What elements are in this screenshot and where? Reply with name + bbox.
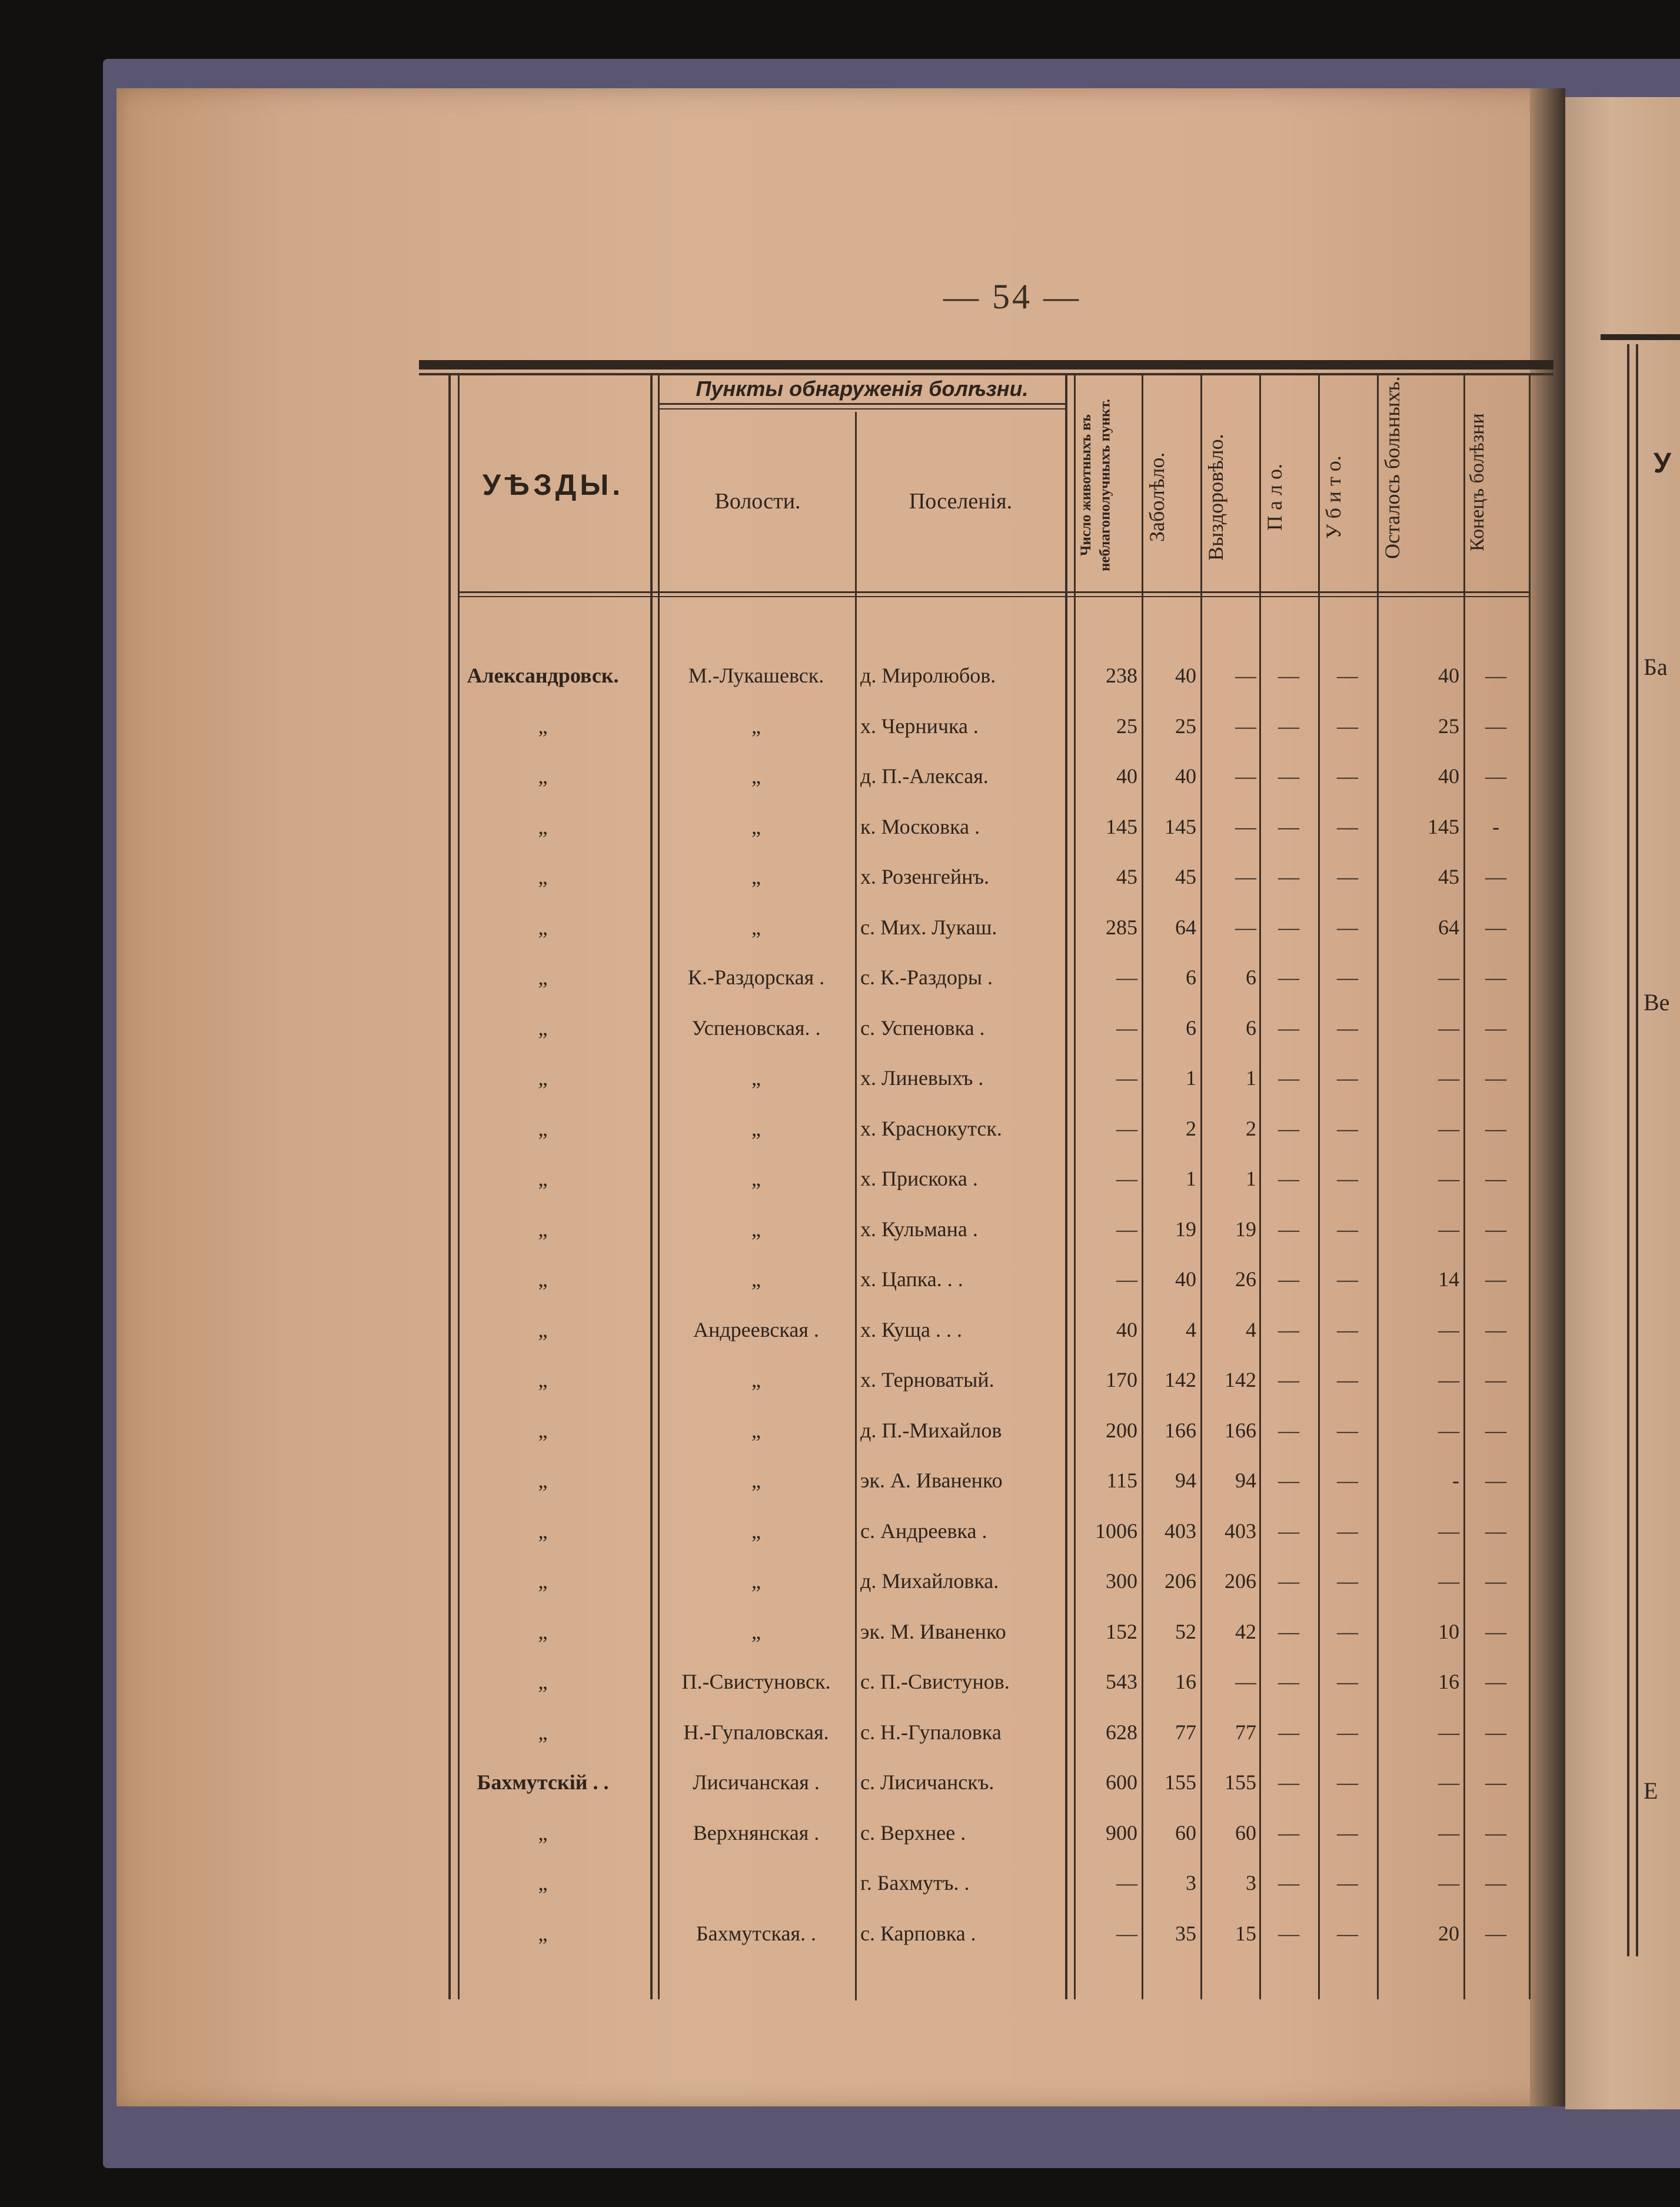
- cell-konets: —: [1485, 1418, 1506, 1442]
- cell-poselenie: д. П.-Алексая.: [860, 764, 989, 788]
- cell-ubito: —: [1337, 966, 1358, 989]
- cell-zabolelo: 40: [1175, 764, 1196, 788]
- cell-palo: —: [1278, 1569, 1299, 1593]
- cell-ostalos: 145: [1428, 814, 1459, 838]
- cell-vyzdorovelo: 26: [1235, 1267, 1256, 1291]
- cell-ostalos: —: [1438, 1871, 1459, 1895]
- cell-ostalos: 10: [1438, 1619, 1459, 1643]
- cell-ubito: —: [1337, 1619, 1358, 1643]
- cell-konets: —: [1485, 1368, 1506, 1392]
- header-vyzdorovelo: Выздоровѣло.: [1204, 434, 1227, 561]
- cell-ostalos: —: [1438, 1368, 1459, 1392]
- cell-konets: —: [1485, 1519, 1506, 1543]
- cell-ubito: —: [1337, 1670, 1358, 1693]
- cell-konets: —: [1485, 1720, 1506, 1744]
- cell-konets: —: [1485, 1066, 1506, 1090]
- cell-uezd: „: [538, 714, 548, 738]
- right-page-column-line: [1627, 344, 1629, 1956]
- cell-chislo: 1006: [1095, 1519, 1137, 1543]
- cell-chislo: 115: [1106, 1469, 1137, 1492]
- cell-poselenie: х. Куща . . .: [860, 1317, 963, 1341]
- page-number: — 54 —: [943, 277, 1081, 316]
- cell-konets: —: [1485, 1016, 1506, 1040]
- cell-ostalos: 25: [1438, 714, 1459, 738]
- cell-chislo: —: [1116, 1116, 1137, 1140]
- cell-konets: —: [1485, 764, 1506, 788]
- cell-volost: „: [751, 1469, 761, 1492]
- cell-zabolelo: 35: [1175, 1921, 1196, 1945]
- cell-konets: —: [1485, 664, 1506, 687]
- cell-poselenie: с. Андреевка .: [860, 1519, 987, 1543]
- cell-chislo: 900: [1106, 1820, 1137, 1845]
- cell-konets: —: [1485, 1116, 1506, 1140]
- cell-vyzdorovelo: —: [1235, 764, 1256, 788]
- cell-palo: —: [1278, 664, 1299, 687]
- right-page: [1565, 97, 1680, 2109]
- cell-poselenie: х. Черничка .: [860, 714, 979, 738]
- cell-uezd: „: [538, 1066, 548, 1090]
- cell-poselenie: с. Н.-Гупаловка: [860, 1720, 1002, 1744]
- cell-volost: М.-Лукашевск.: [688, 664, 824, 687]
- cell-uezd: „: [538, 1317, 548, 1341]
- cell-zabolelo: 2: [1186, 1116, 1196, 1140]
- cell-uezd: „: [538, 865, 548, 888]
- cell-volost: „: [751, 1619, 761, 1643]
- cell-zabolelo: 142: [1165, 1368, 1196, 1392]
- cell-uezd: „: [538, 1016, 548, 1040]
- cell-zabolelo: 1: [1186, 1066, 1196, 1090]
- cell-vyzdorovelo: 94: [1235, 1469, 1256, 1492]
- cell-poselenie: г. Бахмутъ. .: [860, 1871, 970, 1895]
- header-palo: П а л о.: [1263, 464, 1286, 531]
- cell-ostalos: 64: [1438, 915, 1459, 939]
- cell-chislo: 145: [1106, 814, 1137, 838]
- cell-volost: „: [751, 1418, 761, 1442]
- cell-vyzdorovelo: 1: [1246, 1167, 1256, 1190]
- cell-ubito: —: [1337, 1217, 1358, 1241]
- right-page-row-fragment: Ве: [1644, 989, 1670, 1016]
- cell-konets: —: [1485, 1770, 1506, 1794]
- right-page-column-line: [1636, 344, 1638, 1956]
- cell-ostalos: 40: [1438, 764, 1459, 788]
- cell-poselenie: эк. М. Иваненко: [860, 1619, 1006, 1643]
- cell-vyzdorovelo: 142: [1225, 1368, 1256, 1392]
- cell-zabolelo: 40: [1175, 664, 1196, 687]
- cell-volost: „: [751, 1569, 761, 1593]
- cell-konets: —: [1485, 1670, 1506, 1693]
- cell-chislo: 543: [1106, 1670, 1137, 1693]
- cell-poselenie: с. Верхнее .: [860, 1820, 966, 1845]
- cell-zabolelo: 4: [1186, 1317, 1196, 1341]
- cell-uezd: „: [538, 814, 548, 838]
- cell-ostalos: —: [1438, 1217, 1459, 1241]
- cell-ubito: —: [1337, 1066, 1358, 1090]
- cell-vyzdorovelo: 6: [1246, 1016, 1256, 1040]
- cell-ubito: —: [1337, 1871, 1358, 1895]
- cell-ostalos: —: [1438, 1820, 1459, 1845]
- cell-ostalos: 20: [1438, 1921, 1459, 1945]
- cell-palo: —: [1278, 764, 1299, 788]
- cell-volost: „: [751, 1267, 761, 1291]
- cell-zabolelo: 166: [1165, 1418, 1196, 1442]
- cell-chislo: 200: [1106, 1418, 1137, 1442]
- cell-volost: Андреевская .: [693, 1317, 819, 1341]
- cell-uezd: „: [538, 1469, 548, 1492]
- cell-zabolelo: 145: [1165, 814, 1196, 838]
- right-page-row-fragment: Е: [1644, 1777, 1658, 1804]
- header-ubito: У б и т о.: [1322, 455, 1345, 539]
- cell-poselenie: х. Кульмана .: [860, 1217, 978, 1241]
- cell-poselenie: с. Успеновка .: [860, 1016, 985, 1040]
- cell-chislo: —: [1116, 1267, 1137, 1291]
- cell-poselenie: х. Цапка. . .: [860, 1267, 963, 1291]
- cell-uezd: „: [538, 966, 548, 989]
- cell-volost: Бахмутская. .: [696, 1921, 817, 1945]
- cell-volost: Н.-Гупаловская.: [683, 1720, 829, 1744]
- cell-zabolelo: 206: [1165, 1569, 1196, 1593]
- cell-volost: Успеновская. .: [691, 1016, 821, 1040]
- cell-zabolelo: 64: [1175, 915, 1196, 939]
- header-group-points: Пункты обнаруженія болѣзни.: [696, 377, 1029, 401]
- cell-uezd: „: [538, 1267, 548, 1291]
- cell-uezd: „: [538, 1418, 548, 1442]
- cell-ubito: —: [1337, 1569, 1358, 1593]
- cell-palo: —: [1278, 1217, 1299, 1241]
- cell-palo: —: [1278, 814, 1299, 838]
- cell-konets: —: [1485, 1569, 1506, 1593]
- cell-ubito: —: [1337, 1921, 1358, 1945]
- cell-konets: —: [1485, 1921, 1506, 1945]
- cell-ostalos: 45: [1438, 865, 1459, 888]
- cell-zabolelo: 19: [1175, 1217, 1196, 1241]
- header-konets: Конецъ болѣзни: [1466, 413, 1488, 552]
- cell-zabolelo: 1: [1186, 1167, 1196, 1190]
- cell-ubito: —: [1337, 1016, 1358, 1040]
- cell-palo: —: [1278, 1619, 1299, 1643]
- cell-ostalos: —: [1438, 1116, 1459, 1140]
- cell-volost: К.-Раздорская .: [687, 966, 825, 989]
- cell-zabolelo: 52: [1175, 1619, 1196, 1643]
- cell-volost: „: [751, 1066, 761, 1090]
- cell-vyzdorovelo: —: [1235, 915, 1256, 939]
- cell-uezd: „: [538, 1820, 548, 1845]
- cell-volost: „: [751, 714, 761, 738]
- right-page-rule: [1601, 334, 1680, 340]
- cell-palo: —: [1278, 1066, 1299, 1090]
- cell-ostalos: —: [1438, 1317, 1459, 1341]
- cell-palo: —: [1278, 1820, 1299, 1845]
- cell-ostalos: 16: [1438, 1670, 1459, 1693]
- cell-konets: —: [1485, 1820, 1506, 1845]
- cell-uezd: Бахмутскій . .: [477, 1770, 609, 1794]
- cell-vyzdorovelo: 4: [1246, 1317, 1256, 1341]
- cell-palo: —: [1278, 1418, 1299, 1442]
- cell-poselenie: с. Карповка .: [860, 1921, 976, 1945]
- cell-poselenie: с. Лисичанскъ.: [860, 1770, 994, 1794]
- cell-uezd: „: [538, 1519, 548, 1543]
- cell-chislo: 45: [1116, 865, 1137, 888]
- cell-chislo: 300: [1106, 1569, 1137, 1593]
- cell-uezd: Александровск.: [467, 664, 619, 687]
- cell-konets: —: [1485, 1619, 1506, 1643]
- cell-ubito: —: [1337, 664, 1358, 687]
- cell-chislo: 238: [1106, 664, 1137, 687]
- cell-vyzdorovelo: 166: [1225, 1418, 1256, 1442]
- cell-poselenie: д. Михайловка.: [860, 1569, 999, 1593]
- cell-konets: —: [1485, 1267, 1506, 1291]
- cell-ubito: —: [1337, 1469, 1358, 1492]
- cell-zabolelo: 94: [1175, 1469, 1196, 1492]
- cell-volost: „: [751, 1167, 761, 1190]
- cell-poselenie: с. Мих. Лукаш.: [860, 915, 997, 939]
- cell-zabolelo: 40: [1175, 1267, 1196, 1291]
- cell-ostalos: 40: [1438, 664, 1459, 687]
- cell-palo: —: [1278, 1720, 1299, 1744]
- cell-vyzdorovelo: 3: [1246, 1871, 1256, 1895]
- cell-ostalos: 14: [1438, 1267, 1459, 1291]
- cell-ubito: —: [1337, 865, 1358, 888]
- cell-poselenie: д. П.-Михайлов: [860, 1418, 1002, 1442]
- cell-poselenie: с. П.-Свистунов.: [860, 1670, 1010, 1693]
- cell-uezd: „: [538, 1619, 548, 1643]
- cell-chislo: 40: [1116, 1317, 1137, 1341]
- cell-volost: Верхнянская .: [693, 1820, 820, 1845]
- cell-ostalos: —: [1438, 1418, 1459, 1442]
- cell-poselenie: х. Линевыхъ .: [860, 1066, 984, 1090]
- cell-ubito: —: [1337, 1167, 1358, 1190]
- cell-uezd: „: [538, 1167, 548, 1190]
- cell-ostalos: —: [1438, 1066, 1459, 1090]
- cell-chislo: 285: [1106, 915, 1137, 939]
- cell-ubito: —: [1337, 814, 1358, 838]
- cell-palo: —: [1278, 1167, 1299, 1190]
- cell-uezd: „: [538, 1670, 548, 1693]
- cell-ubito: —: [1337, 1519, 1358, 1543]
- cell-ubito: —: [1337, 1116, 1358, 1140]
- cell-ostalos: —: [1438, 1167, 1459, 1190]
- cell-chislo: —: [1116, 1921, 1137, 1945]
- cell-chislo: —: [1116, 1066, 1137, 1090]
- book-gutter: [1530, 88, 1565, 2106]
- cell-vyzdorovelo: 60: [1235, 1820, 1256, 1845]
- cell-palo: —: [1278, 1469, 1299, 1492]
- cell-palo: —: [1278, 1921, 1299, 1945]
- cell-vyzdorovelo: 77: [1235, 1720, 1256, 1744]
- cell-ubito: —: [1337, 1820, 1358, 1845]
- cell-volost: П.-Свистуновск.: [681, 1670, 831, 1693]
- cell-volost: „: [751, 865, 761, 888]
- cell-konets: -: [1492, 814, 1499, 838]
- cell-konets: —: [1485, 1317, 1506, 1341]
- cell-zabolelo: 403: [1165, 1519, 1196, 1543]
- cell-ostalos: —: [1438, 966, 1459, 989]
- cell-chislo: —: [1116, 1871, 1137, 1895]
- cell-ostalos: -: [1452, 1469, 1459, 1492]
- cell-konets: —: [1485, 714, 1506, 738]
- cell-volost: „: [751, 1368, 761, 1392]
- cell-ubito: —: [1337, 1267, 1358, 1291]
- cell-uezd: „: [538, 1921, 548, 1945]
- cell-poselenie: д. Миролюбов.: [860, 664, 996, 687]
- cell-palo: —: [1278, 1116, 1299, 1140]
- right-page-row-fragment: Ба: [1644, 654, 1668, 680]
- cell-volost: „: [751, 915, 761, 939]
- cell-palo: —: [1278, 714, 1299, 738]
- cell-chislo: —: [1116, 1016, 1137, 1040]
- cell-ostalos: —: [1438, 1770, 1459, 1794]
- cell-ubito: —: [1337, 1368, 1358, 1392]
- cell-poselenie: х. Розенгейнъ.: [860, 865, 990, 888]
- cell-zabolelo: 25: [1175, 714, 1196, 738]
- cell-zabolelo: 16: [1175, 1670, 1196, 1693]
- cell-vyzdorovelo: 2: [1246, 1116, 1256, 1140]
- cell-chislo: 152: [1106, 1619, 1137, 1643]
- cell-ubito: —: [1337, 1317, 1358, 1341]
- cell-vyzdorovelo: 42: [1235, 1619, 1256, 1643]
- header-volosti: Волости.: [714, 489, 801, 514]
- cell-palo: —: [1278, 1016, 1299, 1040]
- cell-vyzdorovelo: 403: [1225, 1519, 1256, 1543]
- cell-chislo: —: [1116, 966, 1137, 989]
- cell-uezd: „: [538, 764, 548, 788]
- cell-palo: —: [1278, 1670, 1299, 1693]
- cell-zabolelo: 60: [1175, 1820, 1196, 1845]
- header-ostalos: Осталось больныхъ.: [1380, 376, 1404, 560]
- cell-volost: „: [751, 1519, 761, 1543]
- cell-poselenie: х. Прискока .: [860, 1167, 978, 1190]
- cell-volost: „: [751, 1116, 761, 1140]
- cell-volost: Лисичанская .: [693, 1770, 820, 1794]
- header-chislo: Число животныхъ въ неблагополучныхъ пункт.: [1078, 399, 1113, 572]
- cell-palo: —: [1278, 1368, 1299, 1392]
- cell-volost: „: [751, 814, 761, 838]
- cell-volost: „: [751, 1217, 761, 1241]
- cell-zabolelo: 77: [1175, 1720, 1196, 1744]
- cell-chislo: 40: [1116, 764, 1137, 788]
- cell-uezd: „: [538, 1569, 548, 1593]
- cell-vyzdorovelo: —: [1235, 814, 1256, 838]
- cell-konets: —: [1485, 1871, 1506, 1895]
- cell-chislo: —: [1116, 1217, 1137, 1241]
- cell-chislo: —: [1116, 1167, 1137, 1190]
- cell-ubito: —: [1337, 714, 1358, 738]
- cell-palo: —: [1278, 966, 1299, 989]
- cell-uezd: „: [538, 1116, 548, 1140]
- cell-ostalos: —: [1438, 1016, 1459, 1040]
- cell-ostalos: —: [1438, 1569, 1459, 1593]
- cell-poselenie: с. К.-Раздоры .: [860, 966, 993, 989]
- cell-vyzdorovelo: —: [1235, 1670, 1256, 1693]
- cell-poselenie: х. Краснокутск.: [860, 1116, 1002, 1140]
- cell-uezd: „: [538, 1368, 548, 1392]
- cell-poselenie: к. Московка .: [860, 814, 980, 838]
- cell-vyzdorovelo: —: [1235, 865, 1256, 888]
- cell-konets: —: [1485, 1217, 1506, 1241]
- cell-ubito: —: [1337, 1720, 1358, 1744]
- cell-palo: —: [1278, 915, 1299, 939]
- cell-uezd: „: [538, 915, 548, 939]
- cell-ubito: —: [1337, 1770, 1358, 1794]
- cell-vyzdorovelo: 206: [1225, 1569, 1256, 1593]
- cell-zabolelo: 6: [1186, 1016, 1196, 1040]
- cell-vyzdorovelo: —: [1235, 714, 1256, 738]
- cell-vyzdorovelo: 6: [1246, 966, 1256, 989]
- cell-konets: —: [1485, 1167, 1506, 1190]
- cell-konets: —: [1485, 865, 1506, 888]
- header-poseleniya: Поселенія.: [909, 489, 1013, 514]
- cell-vyzdorovelo: —: [1235, 664, 1256, 687]
- cell-uezd: „: [538, 1217, 548, 1241]
- cell-konets: —: [1485, 966, 1506, 989]
- cell-chislo: 600: [1106, 1770, 1137, 1794]
- cell-palo: —: [1278, 1317, 1299, 1341]
- cell-palo: —: [1278, 1871, 1299, 1895]
- cell-ubito: —: [1337, 764, 1358, 788]
- cell-ubito: —: [1337, 1418, 1358, 1442]
- cell-ostalos: —: [1438, 1720, 1459, 1744]
- cell-chislo: 628: [1106, 1720, 1137, 1744]
- cell-uezd: „: [538, 1871, 548, 1895]
- cell-zabolelo: 6: [1186, 966, 1196, 989]
- cell-palo: —: [1278, 865, 1299, 888]
- cell-ostalos: —: [1438, 1519, 1459, 1543]
- cell-volost: „: [751, 764, 761, 788]
- cell-vyzdorovelo: 155: [1225, 1770, 1256, 1794]
- cell-vyzdorovelo: 15: [1235, 1921, 1256, 1945]
- header-uezdy: УѢЗДЫ.: [482, 468, 624, 501]
- cell-palo: —: [1278, 1267, 1299, 1291]
- cell-chislo: 25: [1116, 714, 1137, 738]
- cell-poselenie: эк. А. Иваненко: [860, 1469, 1003, 1492]
- right-page-header-fragment: У: [1654, 448, 1671, 479]
- cell-zabolelo: 3: [1186, 1871, 1196, 1895]
- cell-konets: —: [1485, 1469, 1506, 1492]
- cell-zabolelo: 45: [1175, 865, 1196, 888]
- cell-poselenie: х. Терноватый.: [860, 1368, 994, 1392]
- cell-palo: —: [1278, 1770, 1299, 1794]
- cell-zabolelo: 155: [1165, 1770, 1196, 1794]
- cell-ubito: —: [1337, 915, 1358, 939]
- cell-chislo: 170: [1106, 1368, 1137, 1392]
- cell-palo: —: [1278, 1519, 1299, 1543]
- header-zabolelo: Заболѣло.: [1145, 452, 1169, 542]
- cell-uezd: „: [538, 1720, 548, 1744]
- cell-vyzdorovelo: 19: [1235, 1217, 1256, 1241]
- cell-vyzdorovelo: 1: [1246, 1066, 1256, 1090]
- cell-konets: —: [1485, 915, 1506, 939]
